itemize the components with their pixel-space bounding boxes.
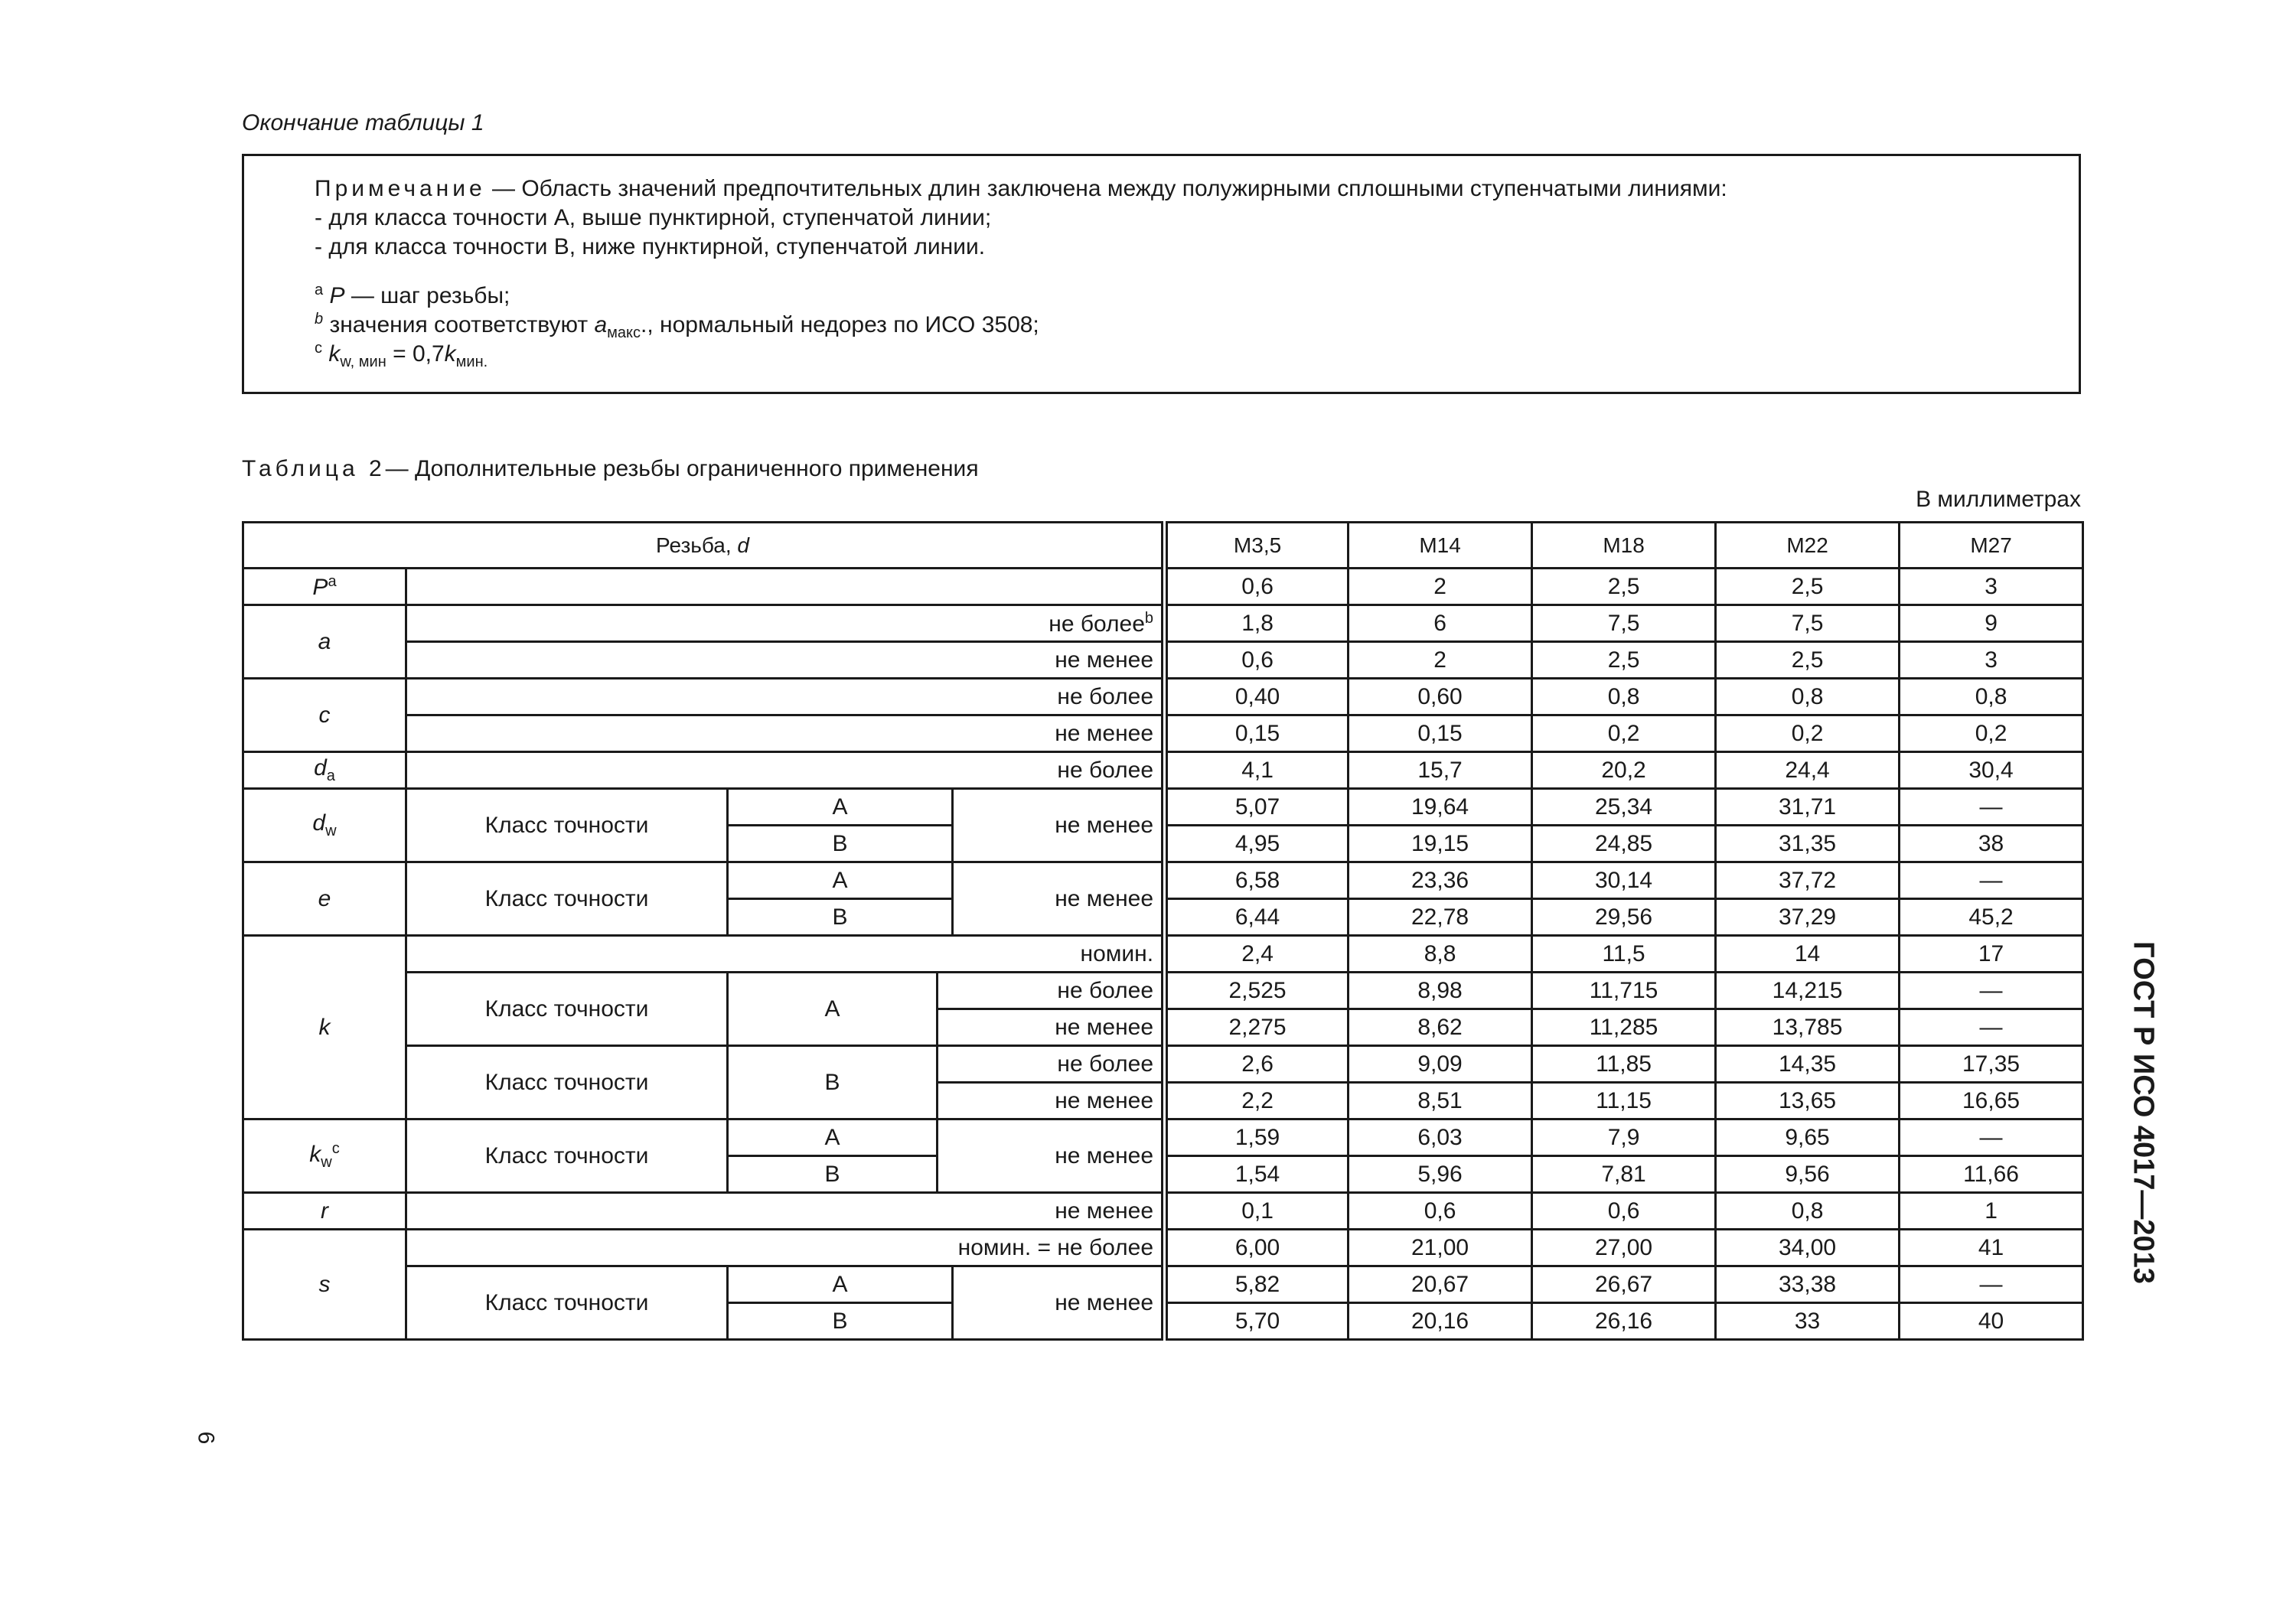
qualifier-cell: не менее	[953, 862, 1165, 936]
continuation-title: Окончание таблицы 1	[242, 110, 484, 135]
value-cell: 16,65	[1900, 1083, 2083, 1119]
value-cell: 9,56	[1716, 1156, 1900, 1193]
value-cell: 5,96	[1349, 1156, 1532, 1193]
value-cell: 26,67	[1532, 1266, 1716, 1303]
value-cell: 33	[1716, 1303, 1900, 1340]
value-cell: 29,56	[1532, 899, 1716, 936]
value-cell: 26,16	[1532, 1303, 1716, 1340]
class-label: Класс точности	[406, 789, 728, 862]
value-cell: 6,58	[1165, 862, 1349, 899]
table-row	[243, 1119, 2083, 1156]
value-cell: 0,40	[1165, 679, 1349, 715]
value-cell: 9,65	[1716, 1119, 1900, 1156]
value-cell: —	[1900, 973, 2083, 1009]
class-label: Класс точности	[406, 1266, 728, 1340]
value-cell: 31,35	[1716, 826, 1900, 862]
qualifier-cell: не менее	[938, 1119, 1165, 1193]
value-cell: 5,07	[1165, 789, 1349, 826]
value-cell: 1	[1900, 1193, 2083, 1230]
value-cell: 41	[1900, 1230, 2083, 1266]
class-letter: В	[728, 1303, 953, 1340]
param-label: $P^a$	[243, 569, 406, 605]
value-cell: 15,7	[1349, 752, 1532, 789]
value-cell: —	[1900, 789, 2083, 826]
value-cell: 11,5	[1532, 936, 1716, 973]
class-label: Класс точности	[406, 973, 728, 1046]
param-label: $k_w^c$	[243, 1119, 406, 1193]
value-cell: 11,715	[1532, 973, 1716, 1009]
table-row	[243, 973, 2083, 1009]
note-line-1	[315, 176, 1727, 202]
table-header-row	[243, 523, 2083, 569]
value-cell: 24,85	[1532, 826, 1716, 862]
value-cell: 13,785	[1716, 1009, 1900, 1046]
value-cell: 14,215	[1716, 973, 1900, 1009]
value-cell: 8,98	[1349, 973, 1532, 1009]
class-letter: А	[728, 862, 953, 899]
value-cell: 38	[1900, 826, 2083, 862]
value-cell: 4,95	[1165, 826, 1349, 862]
table-row	[243, 752, 2083, 789]
footnote-b: $^b$ значения соответствуют $a_{макс}$., нормальный недорез по ИСО 3508;	[315, 311, 1039, 341]
value-cell: 6,03	[1349, 1119, 1532, 1156]
value-cell: 0,2	[1532, 715, 1716, 752]
value-cell: 7,5	[1532, 605, 1716, 642]
value-cell: 8,51	[1349, 1083, 1532, 1119]
note-box	[242, 154, 2081, 394]
value-cell: 2,5	[1716, 569, 1900, 605]
param-label: $d_w$	[243, 789, 406, 862]
note-prefix: Примечание	[315, 176, 486, 201]
col-header: M22	[1716, 523, 1900, 569]
qualifier-cell: не более	[938, 1046, 1165, 1083]
value-cell: 0,8	[1716, 1193, 1900, 1230]
param-label: c	[243, 679, 406, 752]
value-cell: 24,4	[1716, 752, 1900, 789]
class-letter: А	[728, 973, 938, 1046]
value-cell: 20,2	[1532, 752, 1716, 789]
value-cell: 1,8	[1165, 605, 1349, 642]
table-row	[243, 862, 2083, 899]
value-cell: 9	[1900, 605, 2083, 642]
value-cell: 8,62	[1349, 1009, 1532, 1046]
standard-code-text: ГОСТ Р ИСО 4017—2013	[2127, 941, 2160, 1284]
value-cell: 3	[1900, 569, 2083, 605]
class-letter: В	[728, 1156, 938, 1193]
note-line-a: - для класса точности А, выше пунктирной, ступенчатой линии;	[315, 205, 992, 230]
value-cell: 31,71	[1716, 789, 1900, 826]
value-cell: 14,35	[1716, 1046, 1900, 1083]
table-row	[243, 715, 2083, 752]
qualifier-cell: не более$^b$	[406, 605, 1165, 642]
thread-header: Резьба, d	[243, 523, 1165, 569]
table-row	[243, 605, 2083, 642]
value-cell: 0,6	[1349, 1193, 1532, 1230]
value-cell: 8,8	[1349, 936, 1532, 973]
value-cell: 20,16	[1349, 1303, 1532, 1340]
table-row	[243, 569, 2083, 605]
param-label: $d_a$	[243, 752, 406, 789]
value-cell: 40	[1900, 1303, 2083, 1340]
value-cell: 2,2	[1165, 1083, 1349, 1119]
col-header: M14	[1349, 523, 1532, 569]
value-cell: 0,8	[1900, 679, 2083, 715]
value-cell: 37,29	[1716, 899, 1900, 936]
value-cell: 5,82	[1165, 1266, 1349, 1303]
value-cell: 19,64	[1349, 789, 1532, 826]
value-cell: 2,4	[1165, 936, 1349, 973]
value-cell: 0,15	[1165, 715, 1349, 752]
class-letter: В	[728, 826, 953, 862]
note-line-b: - для класса точности В, ниже пунктирной, ступенчатой линии.	[315, 234, 986, 259]
param-label: s	[243, 1230, 406, 1340]
table-row	[243, 936, 2083, 973]
table-row	[243, 789, 2083, 826]
table-2-title: Таблица 2— Дополнительные резьбы ограниченного применения	[242, 456, 979, 481]
param-label: k	[243, 936, 406, 1119]
value-cell: 0,8	[1532, 679, 1716, 715]
value-cell: 1,54	[1165, 1156, 1349, 1193]
value-cell: 2,5	[1532, 569, 1716, 605]
value-cell: 0,6	[1532, 1193, 1716, 1230]
param-label: a	[243, 605, 406, 679]
qualifier-cell: не более	[406, 752, 1165, 789]
note-text: — Область значений предпочтительных длин заключена между полужирными сплошными ступенчатыми линиями:	[485, 176, 1727, 201]
col-header: M3,5	[1165, 523, 1349, 569]
class-label: Класс точности	[406, 1046, 728, 1119]
value-cell: 23,36	[1349, 862, 1532, 899]
value-cell: 30,4	[1900, 752, 2083, 789]
value-cell: 20,67	[1349, 1266, 1532, 1303]
value-cell: 25,34	[1532, 789, 1716, 826]
value-cell: 2	[1349, 569, 1532, 605]
units-label: В миллиметрах	[1916, 487, 2081, 512]
value-cell: 34,00	[1716, 1230, 1900, 1266]
class-letter: А	[728, 1119, 938, 1156]
value-cell: 37,72	[1716, 862, 1900, 899]
value-cell: 2,525	[1165, 973, 1349, 1009]
value-cell: 19,15	[1349, 826, 1532, 862]
value-cell: 0,60	[1349, 679, 1532, 715]
qualifier-cell: номин. = не более	[406, 1230, 1165, 1266]
footnote-c: $^c$ $k_{w, мин} = 0,7k_{мин.}$	[315, 340, 488, 370]
qualifier-cell: не более	[406, 679, 1165, 715]
value-cell: 3	[1900, 642, 2083, 679]
value-cell: 30,14	[1532, 862, 1716, 899]
value-cell: —	[1900, 862, 2083, 899]
col-header: M18	[1532, 523, 1716, 569]
value-cell: 0,1	[1165, 1193, 1349, 1230]
value-cell: 5,70	[1165, 1303, 1349, 1340]
value-cell: 2,5	[1532, 642, 1716, 679]
value-cell: 0,2	[1716, 715, 1900, 752]
value-cell: 11,285	[1532, 1009, 1716, 1046]
value-cell: 45,2	[1900, 899, 2083, 936]
qualifier-cell: не менее	[406, 715, 1165, 752]
value-cell: 2,5	[1716, 642, 1900, 679]
value-cell: —	[1900, 1266, 2083, 1303]
value-cell: 7,9	[1532, 1119, 1716, 1156]
table-row	[243, 1046, 2083, 1083]
value-cell: 7,81	[1532, 1156, 1716, 1193]
value-cell: 0,2	[1900, 715, 2083, 752]
class-label: Класс точности	[406, 862, 728, 936]
table-row	[243, 1266, 2083, 1303]
qualifier-cell: номин.	[406, 936, 1165, 973]
value-cell: 0,6	[1165, 569, 1349, 605]
qualifier-cell: не более	[938, 973, 1165, 1009]
qualifier-cell	[406, 569, 1165, 605]
value-cell: 2	[1349, 642, 1532, 679]
class-label: Класс точности	[406, 1119, 728, 1193]
value-cell: 22,78	[1349, 899, 1532, 936]
value-cell: 13,65	[1716, 1083, 1900, 1119]
footnote-a: $^a$ P — шаг резьбы;	[315, 282, 510, 308]
class-letter: А	[728, 789, 953, 826]
param-label: r	[243, 1193, 406, 1230]
qualifier-cell: не менее	[938, 1009, 1165, 1046]
value-cell: 9,09	[1349, 1046, 1532, 1083]
value-cell: 6,00	[1165, 1230, 1349, 1266]
value-cell: 21,00	[1349, 1230, 1532, 1266]
value-cell: 6	[1349, 605, 1532, 642]
class-letter: В	[728, 1046, 938, 1119]
value-cell: 11,15	[1532, 1083, 1716, 1119]
value-cell: 0,8	[1716, 679, 1900, 715]
qualifier-cell: не менее	[406, 642, 1165, 679]
value-cell: 2,6	[1165, 1046, 1349, 1083]
table-row	[243, 642, 2083, 679]
table-row	[243, 679, 2083, 715]
class-letter: А	[728, 1266, 953, 1303]
qualifier-cell: не менее	[953, 789, 1165, 862]
value-cell: 0,6	[1165, 642, 1349, 679]
qualifier-cell: не менее	[953, 1266, 1165, 1340]
value-cell: 2,275	[1165, 1009, 1349, 1046]
class-letter: В	[728, 899, 953, 936]
table-row	[243, 1193, 2083, 1230]
qualifier-cell: не менее	[406, 1193, 1165, 1230]
col-header: M27	[1900, 523, 2083, 569]
value-cell: 7,5	[1716, 605, 1900, 642]
value-cell: 17	[1900, 936, 2083, 973]
value-cell: 1,59	[1165, 1119, 1349, 1156]
value-cell: 17,35	[1900, 1046, 2083, 1083]
value-cell: 4,1	[1165, 752, 1349, 789]
value-cell: 11,85	[1532, 1046, 1716, 1083]
value-cell: 33,38	[1716, 1266, 1900, 1303]
table-row	[243, 1230, 2083, 1266]
threads-table	[242, 521, 2084, 1341]
qualifier-cell: не менее	[938, 1083, 1165, 1119]
value-cell: —	[1900, 1119, 2083, 1156]
value-cell: —	[1900, 1009, 2083, 1046]
value-cell: 0,15	[1349, 715, 1532, 752]
page-number: 6	[193, 1431, 219, 1445]
value-cell: 27,00	[1532, 1230, 1716, 1266]
value-cell: 11,66	[1900, 1156, 2083, 1193]
param-label: e	[243, 862, 406, 936]
value-cell: 14	[1716, 936, 1900, 973]
value-cell: 6,44	[1165, 899, 1349, 936]
